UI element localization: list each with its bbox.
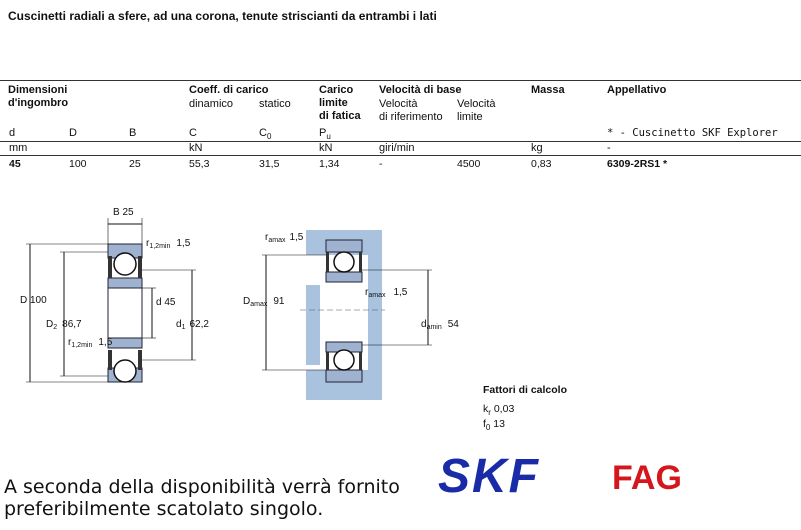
bearing-dimension-drawing [0, 200, 230, 400]
explorer-note: * - Cuscinetto SKF Explorer [607, 127, 778, 139]
label-d1 [176, 319, 209, 331]
label-ramax-top-main: r [265, 232, 269, 243]
symbol-D: D [69, 127, 77, 139]
label-B: B 25 [113, 207, 134, 218]
header-speed-limit: Velocità limite [457, 98, 496, 123]
value-ref-speed: - [379, 158, 383, 170]
header-fatigue: Carico limite di fatica [319, 84, 361, 122]
skf-logo: SKF [438, 450, 540, 503]
symbol-Pu-sub: u [326, 132, 331, 142]
inner-ring-top [108, 278, 142, 288]
label-ramax-mid-value: 1,5 [393, 287, 408, 298]
label-Da-value: 91 [273, 296, 285, 307]
header-speed-ref: Velocità di riferimento [379, 98, 443, 123]
symbol-Pu [319, 127, 331, 143]
header-speed: Velocità di base [379, 84, 462, 96]
label-ramax-top [265, 232, 304, 244]
seal-left-top [326, 252, 329, 272]
inner-ring-top [326, 272, 362, 282]
header-load-static: statico [259, 98, 291, 110]
value-mass: 0,83 [531, 158, 552, 170]
symbol-d: d [9, 127, 16, 139]
label-d1-main: d [176, 319, 182, 330]
label-ramax-top-value: 1,5 [289, 232, 304, 243]
factor-f0 [483, 418, 505, 432]
value-limit-speed: 4500 [457, 158, 481, 170]
label-r12-bottom-sub: 1,2min [71, 342, 93, 349]
symbol-Pu-main: P [319, 127, 327, 139]
header-load: Coeff. di carico [189, 84, 269, 96]
value-B: 25 [129, 158, 141, 170]
mounting-dimension-drawing [240, 220, 470, 405]
ball-bottom [114, 360, 136, 382]
table-top-rule [0, 80, 801, 81]
label-r12-bottom-main: r [68, 337, 72, 348]
value-designation: 6309-2RS1 * [607, 158, 668, 170]
symbol-C0-main: C [259, 127, 267, 139]
label-r12-top-main: r [146, 238, 150, 249]
label-D: D 100 [20, 295, 47, 306]
label-Da-main: D [243, 296, 251, 307]
label-da-main: d [421, 319, 427, 330]
factors-title: Fattori di calcolo [483, 384, 568, 396]
symbol-C0 [259, 127, 271, 143]
unit-mass: kg [531, 142, 543, 154]
seal-left-bottom [326, 352, 329, 370]
label-r12-top-value: 1,5 [176, 238, 191, 249]
seal-right-bottom [359, 352, 362, 370]
seal-right-top [138, 256, 142, 278]
label-r12-bottom-value: 1,5 [98, 337, 113, 348]
fag-logo: FAG [612, 459, 682, 497]
unit-mm: mm [9, 142, 28, 154]
factor-kr-label: k [483, 403, 489, 415]
label-r12-top [146, 238, 191, 250]
label-D2-value: 86,7 [62, 319, 82, 330]
unit-kn-pu: kN [319, 142, 333, 154]
label-da-value: 54 [447, 319, 459, 330]
seal-left-bottom [108, 350, 112, 370]
unit-designation: - [607, 142, 611, 154]
label-D2-main: D [46, 319, 54, 330]
value-C: 55,3 [189, 158, 210, 170]
label-r12-top-sub: 1,2min [149, 243, 171, 250]
header-designation: Appellativo [607, 84, 667, 96]
header-load-dynamic: dinamico [189, 98, 234, 110]
label-d1-value: 62,2 [189, 319, 209, 330]
label-da [421, 319, 459, 331]
label-r12-bottom [68, 337, 113, 349]
outer-ring-bottom [326, 370, 362, 382]
value-C0: 31,5 [259, 158, 280, 170]
label-d: d 45 [156, 297, 176, 308]
factor-kr-sub: r [488, 408, 491, 418]
value-Pu: 1,34 [319, 158, 340, 170]
header-mass: Massa [531, 84, 565, 96]
label-ramax-mid-sub: amax [368, 292, 386, 299]
inner-ring-bottom [108, 338, 142, 348]
label-Da [243, 296, 285, 308]
factor-f0-sub: 0 [485, 423, 491, 433]
label-da-sub: amin [426, 324, 442, 331]
seal-left-top [108, 256, 112, 278]
value-d: 45 [9, 158, 21, 170]
ball-top [334, 252, 354, 272]
outer-ring-top [326, 240, 362, 252]
label-D2-sub: 2 [53, 324, 58, 331]
label-ramax-top-sub: amax [268, 237, 286, 244]
factor-f0-value: 13 [493, 418, 505, 430]
unit-speed: giri/min [379, 142, 415, 154]
factor-kr [483, 403, 514, 417]
symbol-B: B [129, 127, 137, 139]
availability-notice: A seconda della disponibilità verrà fornito preferibilmente scatolato singolo. [4, 476, 400, 520]
unit-kn-c: kN [189, 142, 203, 154]
shaft-section [306, 285, 320, 365]
symbol-C: C [189, 127, 197, 139]
label-Da-sub: amax [250, 301, 268, 308]
table-units-rule [0, 155, 801, 156]
header-dimensions: Dimensioni d'ingombro [8, 84, 69, 109]
page-title: Cuscinetti radiali a sfere, ad una corona, tenute striscianti da entrambi i lati [8, 9, 437, 23]
seal-right-top [359, 252, 362, 272]
label-ramax-mid-main: r [365, 287, 369, 298]
value-D: 100 [69, 158, 87, 170]
seal-right-bottom [138, 350, 142, 370]
label-d1-sub: 1 [181, 324, 186, 331]
label-D2 [46, 319, 82, 331]
ball-bottom [334, 350, 354, 370]
factor-f0-label: f [483, 418, 486, 430]
symbol-C0-sub: 0 [266, 132, 272, 142]
ball-top [114, 253, 136, 275]
factor-kr-value: 0,03 [493, 403, 515, 415]
